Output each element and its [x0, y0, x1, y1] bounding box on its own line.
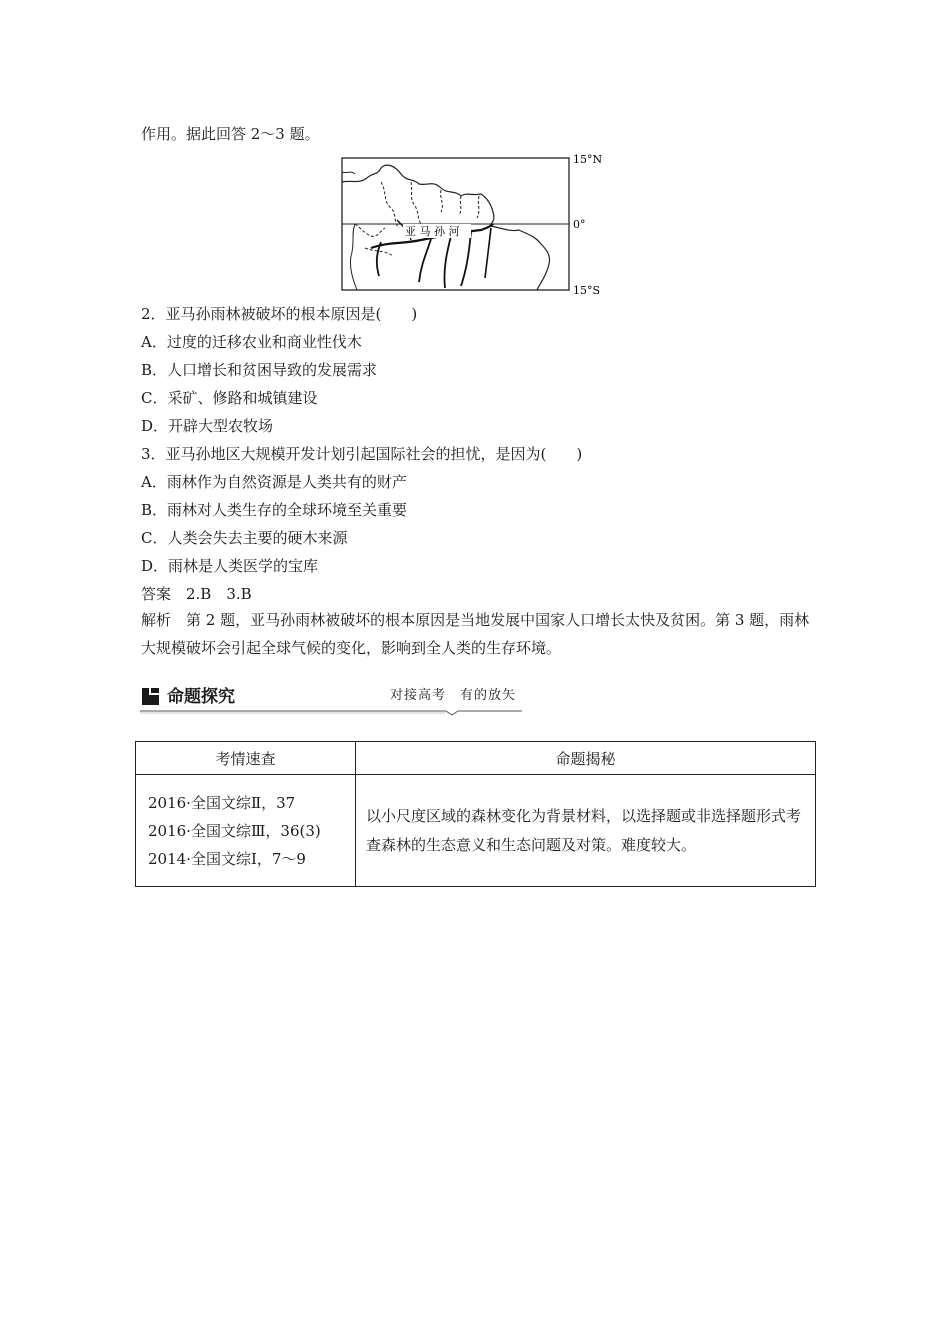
section-rule — [140, 702, 522, 716]
river-tributary-5 — [485, 228, 491, 278]
exam-references-cell — [136, 775, 356, 887]
insight-cell: 以小尺度区域的森林变化为背景材料，以选择题或非选择题形式考查森林的生态意义和生态问题及对策。难度较大。 — [356, 775, 816, 887]
question-3-option-b: B．雨林对人类生存的全球环境至关重要 — [141, 501, 408, 519]
table-header-row — [136, 742, 816, 775]
section-title: 命题探究 — [167, 687, 235, 707]
river-tributary-4 — [461, 232, 471, 286]
border-3 — [441, 190, 443, 212]
border-2 — [411, 182, 421, 224]
answer-line: 答案 2.B 3.B — [141, 585, 252, 603]
intro-line: 作用。据此回答 2～3 题。 — [141, 125, 320, 143]
coastline-east — [491, 226, 550, 290]
border-1 — [381, 182, 399, 228]
table-header-exam-check: 考情速查 — [136, 742, 356, 775]
coastline-north — [342, 165, 494, 224]
question-2-option-d: D．开辟大型农牧场 — [141, 417, 274, 435]
lat-label-15s: 15°S — [573, 284, 601, 297]
question-3-option-d: D．雨林是人类医学的宝库 — [141, 557, 319, 575]
question-3-option-c: C．人类会失去主要的硬木来源 — [141, 529, 348, 547]
river-label: 亚 马 孙 河 — [405, 225, 460, 238]
analysis-paragraph: 解析 第 2 题，亚马孙雨林被破坏的根本原因是当地发展中国家人口增长太快及贫困。第 3 题，雨林大规模破坏会引起全球气候的变化，影响到全人类的生存环境。 — [141, 611, 810, 657]
amazon-map — [341, 152, 621, 298]
table-header-insight: 命题揭秘 — [356, 742, 816, 775]
question-3-option-a: A．雨林作为自然资源是人类共有的财产 — [141, 473, 407, 491]
lat-label-equator: 0° — [573, 218, 586, 231]
question-2-option-a: A．过度的迁移农业和商业性伐木 — [141, 333, 362, 351]
table-row — [136, 775, 816, 887]
section-subtitle: 对接高考 有的放矢 — [390, 688, 517, 703]
border-6 — [355, 224, 385, 236]
exam-info-table — [135, 741, 816, 887]
border-5 — [477, 196, 479, 218]
exam-reference: 2016·全国文综Ⅲ，36(3) — [148, 821, 321, 840]
border-4 — [459, 196, 461, 216]
lat-label-15n: 15°N — [573, 153, 603, 166]
question-2-option-c: C．采矿、修路和城镇建设 — [141, 389, 318, 407]
exam-reference: 2016·全国文综Ⅱ，37 — [148, 793, 296, 812]
coastline-west-top — [342, 172, 355, 174]
river-tributary-2 — [419, 239, 431, 282]
river-tributary-3 — [444, 236, 451, 288]
question-2-stem: 2．亚马孙雨林被破坏的根本原因是( ) — [141, 305, 418, 323]
coastline-west — [350, 224, 357, 290]
question-3-stem: 3．亚马孙地区大规模开发计划引起国际社会的担忧，是因为( ) — [141, 445, 583, 463]
exam-reference: 2014·全国文综Ⅰ，7～9 — [148, 849, 306, 868]
section-header — [140, 684, 522, 718]
question-2-option-b: B．人口增长和贫困导致的发展需求 — [141, 361, 378, 379]
